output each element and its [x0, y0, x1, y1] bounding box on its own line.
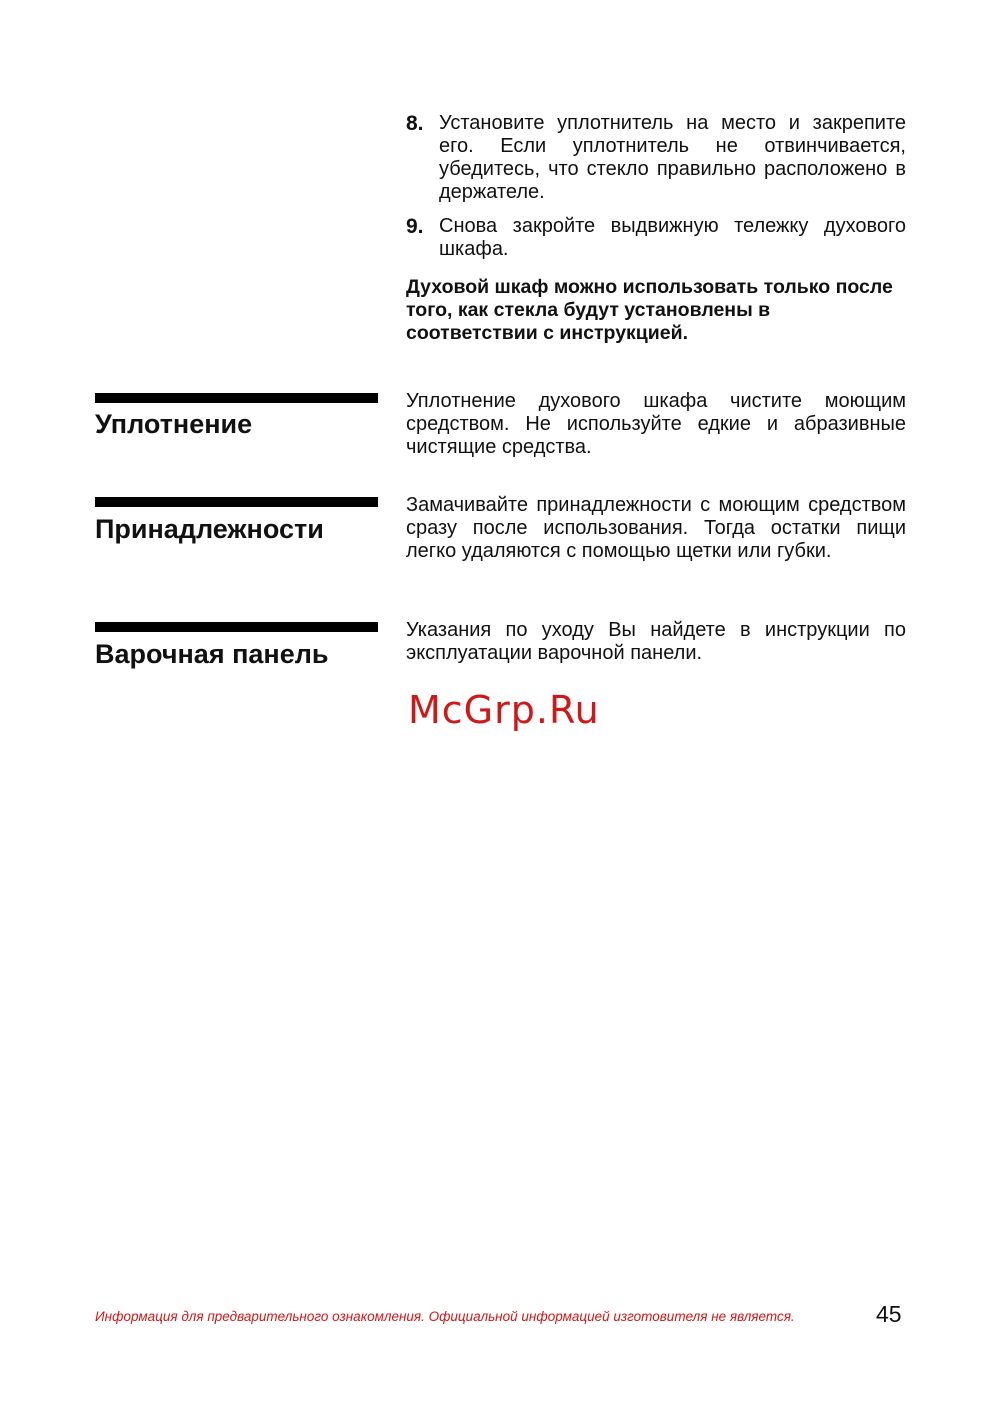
section-text: Указания по уходу Вы найдете в инструкции по эксплуатации варочной панели.	[406, 619, 906, 664]
step-number: 8.	[406, 112, 424, 135]
section-title: Уплотнение	[95, 409, 253, 439]
step-item	[406, 215, 906, 261]
section-divider-bar	[95, 622, 378, 632]
step-text: Установите уплотнитель на место и закрепите его. Если уплотнитель не отвинчивается, убедитесь, что стекло правильно расположено в держателе.	[439, 112, 906, 203]
step-text: Снова закройте выдвижную тележку духового шкафа.	[439, 215, 906, 260]
page-number: 45	[876, 1301, 902, 1327]
footer-note: Информация для предварительного ознакомления. Официальной информацией изготовителя не является.	[95, 1309, 795, 1324]
watermark: McGrp.Ru	[408, 688, 600, 732]
section-text: Уплотнение духового шкафа чистите моющим средством. Не используйте едкие и абразивные чистящие средства.	[406, 390, 906, 458]
step-number: 9.	[406, 215, 424, 238]
section-text: Замачивайте принадлежности с моющим средством сразу после использования. Тогда остатки пищи легко удаляются с помощью щетки или губки.	[406, 494, 906, 562]
section-divider-bar	[95, 393, 378, 403]
step-item	[406, 112, 906, 204]
section-title: Принадлежности	[95, 514, 324, 544]
section-divider-bar	[95, 497, 378, 507]
section-title: Варочная панель	[95, 639, 329, 669]
warning-text: Духовой шкаф можно использовать только после того, как стекла будут установлены в соответствии с инструкцией.	[406, 276, 893, 344]
